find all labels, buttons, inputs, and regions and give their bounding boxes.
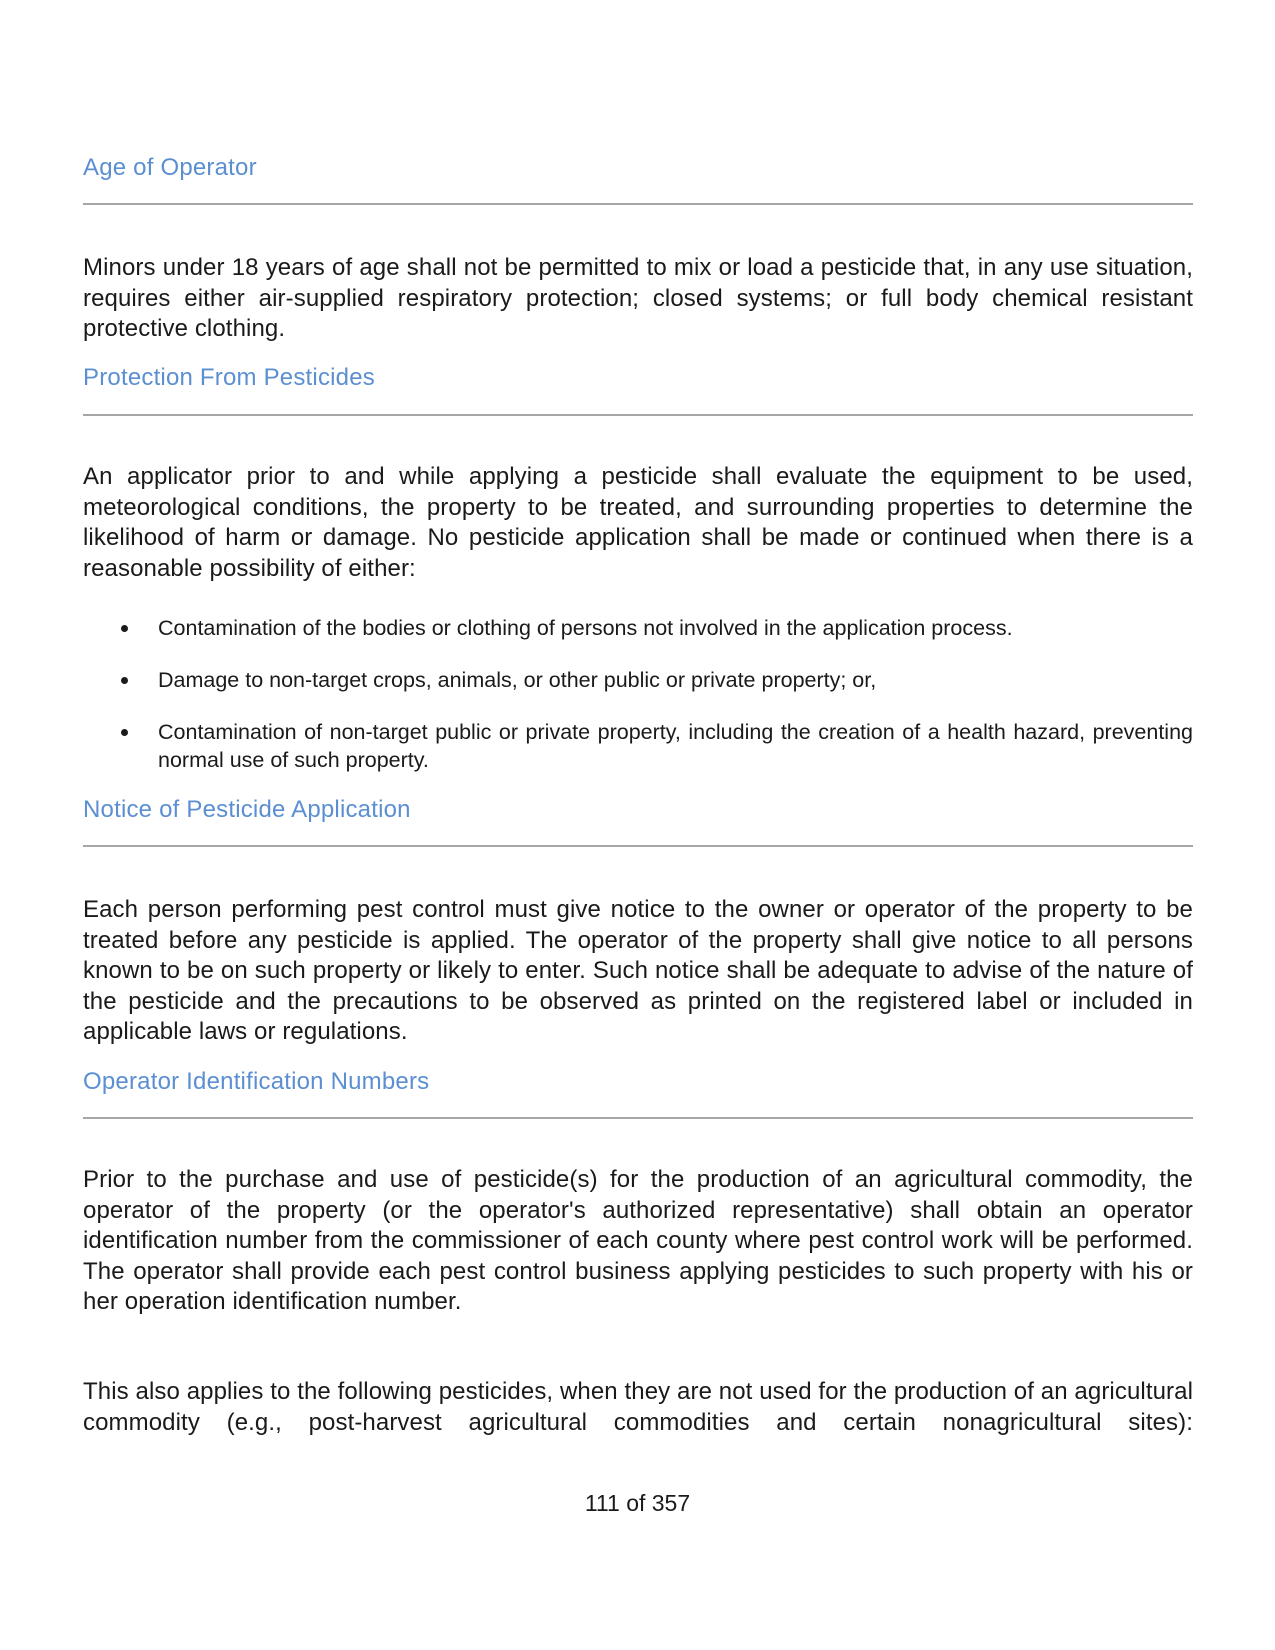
section-divider bbox=[83, 845, 1193, 847]
paragraph-operator-identification-numbers: Prior to the purchase and use of pesticide(s) for the production of an agricultural commodity, the operator of the property (or the operator's authorized representative) shall obtain an operator identification number from the commissioner of each county where pest control work will be performed. The operator shall provide each pest control business applying pesticides to such property with his or her operation identification number. bbox=[83, 1166, 1193, 1315]
list-item-text: Damage to non-target crops, animals, or other public or private property; or, bbox=[158, 668, 877, 692]
paragraph-age-of-operator: Minors under 18 years of age shall not be permitted to mix or load a pesticide that, in any use situation, requires either air-supplied respiratory protection; closed systems; or full body chemical resistant protective clothing. bbox=[83, 254, 1193, 342]
section-heading-notice-of-pesticide-application: Notice of Pesticide Application bbox=[83, 796, 411, 823]
bullet-icon bbox=[121, 625, 128, 632]
list-item bbox=[83, 666, 1193, 694]
section-divider bbox=[83, 203, 1193, 205]
section-divider bbox=[83, 414, 1193, 416]
paragraph-notice-of-pesticide-application: Each person performing pest control must give notice to the owner or operator of the property to be treated before any pesticide is applied. The operator of the property shall give notice to all persons known to be on such property or likely to enter. Such notice shall be adequate to advise of the nature of the pesticide and the precautions to be observed as printed on the registered label or included in applicable laws or regulations. bbox=[83, 896, 1193, 1045]
bullet-list bbox=[83, 614, 1193, 774]
bullet-icon bbox=[121, 729, 128, 736]
page-number: 111 of 357 bbox=[584, 1490, 691, 1516]
list-item-text: Contamination of the bodies or clothing of persons not involved in the application process. bbox=[158, 616, 1013, 640]
bullet-icon bbox=[121, 677, 128, 684]
section-heading-operator-identification-numbers: Operator Identification Numbers bbox=[83, 1068, 430, 1095]
list-item bbox=[83, 614, 1193, 642]
section-divider bbox=[83, 1117, 1193, 1119]
paragraph-protection-from-pesticides: An applicator prior to and while applying a pesticide shall evaluate the equipment to be used, meteorological conditions, the property to be treated, and surrounding properties to determine the likelihood of harm or damage. No pesticide application shall be made or continued when there is a reasonable possibility of either: bbox=[83, 463, 1193, 582]
list-item-text: Contamination of non-target public or private property, including the creation of a health hazard, preventing normal use of such property. bbox=[158, 720, 1193, 772]
list-item bbox=[83, 718, 1193, 774]
paragraph-also-applies: This also applies to the following pesticides, when they are not used for the production of an agricultural commodity (e.g., post-harvest agricultural commodities and certain nonagricultural sites): bbox=[83, 1378, 1194, 1436]
section-heading-protection-from-pesticides: Protection From Pesticides bbox=[83, 364, 375, 391]
section-heading-age-of-operator: Age of Operator bbox=[83, 154, 257, 181]
